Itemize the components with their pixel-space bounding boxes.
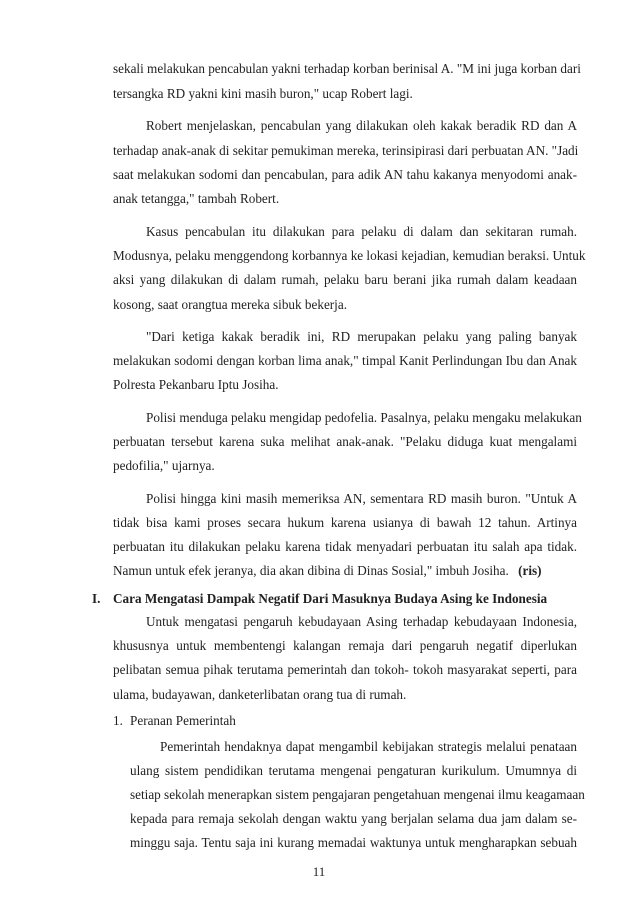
section-line: Untuk mengatasi pengaruh kebudayaan Asing terhadap kebudayaan Indonesia, (146, 614, 577, 629)
section-number: I. (92, 591, 101, 606)
body-line: "Dari ketiga kakak beradik ini, RD merupakan pelaku yang paling banyak (146, 329, 577, 344)
body-line: sekali melakukan pencabulan yakni terhadap korban berinisal A. "M ini juga korban dari (113, 61, 581, 76)
body-line: tersangka RD yakni kini masih buron," ucap Robert lagi. (113, 86, 413, 101)
body-line: perbuatan tersebut karena suka melihat anak-anak. "Pelaku diduga kuat mengalami (113, 434, 577, 449)
body-line: pedofilia," ujarnya. (113, 458, 215, 473)
body-line: terhadap anak-anak di sekitar pemukiman mereka, terinsipirasi dari perbuatan AN. "Jadi (113, 143, 579, 158)
body-line: perbuatan itu dilakukan pelaku karena tidak menyadari perbuatan itu salah apa tidak. (113, 539, 577, 554)
body-line: Kasus pencabulan itu dilakukan para pelaku di dalam dan sekitaran rumah. (146, 224, 577, 239)
subsection-line: kepada para remaja sekolah dengan waktu yang berjalan selama dua jam dalam se- (130, 811, 577, 826)
body-line: melakukan sodomi dengan korban lima anak," timpal Kanit Perlindungan Ibu dan Anak (113, 353, 577, 368)
section-title: Cara Mengatasi Dampak Negatif Dari Masuknya Budaya Asing ke Indonesia (113, 591, 548, 606)
subsection-title: Peranan Pemerintah (130, 713, 236, 728)
subsection-line: minggu saja. Tentu saja ini kurang memadai waktunya untuk mengharapkan sebuah (130, 835, 577, 850)
section-line: pelibatan semua pihak terutama pemerintah dan tokoh- tokoh masyarakat seperti, para (113, 662, 577, 677)
body-line: tidak bisa kami proses secara hukum karena usianya di bawah 12 tahun. Artinya (113, 515, 577, 530)
subsection-line: Pemerintah hendaknya dapat mengambil kebijakan strategis melalui penataan (160, 739, 577, 754)
body-line: Polisi hingga kini masih memeriksa AN, sementara RD masih buron. "Untuk A (146, 491, 577, 506)
subsection-number: 1. (113, 713, 123, 728)
body-line: Modusnya, pelaku menggendong korbannya ke lokasi kejadian, kemudian beraksi. Untuk (113, 248, 586, 263)
body-line: Polresta Pekanbaru Iptu Josiha. (113, 377, 279, 392)
body-line: Robert menjelaskan, pencabulan yang dilakukan oleh kakak beradik RD dan A (146, 118, 577, 133)
body-line: aksi yang dilakukan di dalam rumah, pelaku baru berani jika rumah dalam keadaan (113, 272, 577, 287)
body-line: Polisi menduga pelaku mengidap pedofelia. Pasalnya, pelaku mengaku melakukan (146, 410, 582, 425)
subsection-line: ulang sistem pendidikan terutama mengenai pengaturan kurikulum. Umumnya di (130, 763, 577, 778)
section-line: khususnya untuk membentengi kalangan remaja dari pengaruh negatif diperlukan (113, 638, 577, 653)
body-line-text: Namun untuk efek jeranya, dia akan dibina di Dinas Sosial," imbuh Josiha. (113, 563, 509, 578)
page-number: 11 (312, 864, 326, 879)
subsection-line: setiap sekolah menerapkan sistem pengajaran pengetahuan mengenai ilmu keagamaan (130, 787, 585, 802)
body-line: saat melakukan sodomi dan pencabulan, para adik AN tahu kakanya menyodomi anak- (113, 167, 577, 182)
author-initials: (ris) (518, 563, 542, 578)
section-line: ulama, budayawan, danketerlibatan orang tua di rumah. (113, 687, 407, 702)
body-line: anak tetangga," tambah Robert. (113, 191, 280, 206)
body-line: kosong, saat orangtua mereka sibuk bekerja. (113, 297, 348, 312)
body-line-last (113, 563, 542, 579)
